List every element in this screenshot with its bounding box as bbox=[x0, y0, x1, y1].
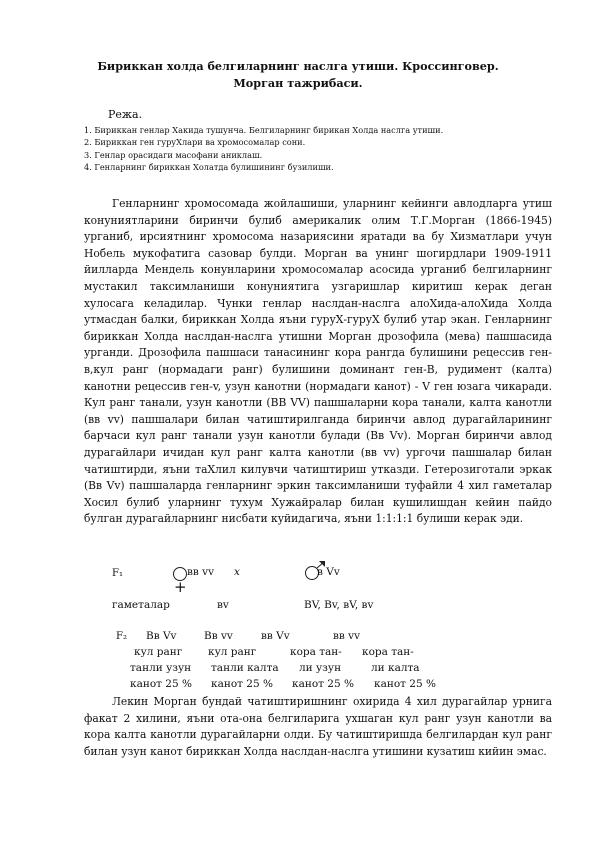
body-paragraph: Лекин Морган бундай чатиштиришнинг охирида 4 хил дурагайлар урнига факат 2 хилини, яъни ота-она белгиларига ухшаган кул ранг узун канотли ва кора калта канотли дурагайларни олди. Бу чатиштиришда белгилардан кул ранг билан узун канот бириккан Холда наслдан-наслга утишини кузатиш кийин эмас. bbox=[84, 695, 552, 758]
plan-item: 3. Генлар орасидаги масофани аниклаш. bbox=[84, 149, 263, 160]
f2-phenotype: танли калта bbox=[211, 662, 279, 674]
male-gametes: BV, Bv, вV, вv bbox=[304, 599, 374, 611]
f2-phenotype: танли узун bbox=[130, 662, 192, 674]
f1-label: F₁ bbox=[112, 568, 123, 579]
male-genotype: в Vv bbox=[317, 566, 340, 578]
body-paragraph: Генларнинг хромосомада жойлашиши, уларнинг кейинги авлодларга утиш конуниятларини биринчи булиб америкалик олим Т.Г.Морган (1866-1945) урганиб, ирсиятнинг хромосома назариясини яратади ва бу Хизматлари учун Нобель мукофатига сазовар булди. Морган ва унинг шогирдлари 1909-1911 йилларда Мендель конунларини хромосомалар асосида урганиб белгиларнинг мустакил таксимланиши конуниятига узгаришлар киритиш керак деган хулосага келадилар. Чунки генлар наслдан-наслга алоХида-алоХида Холда утмасдан балки, бириккан Холда яъни гуруХ-гуруХ булиб утар экан. Генларнинг бириккан Холда наслдан-наслга утишни Морган дрозофила (мева) пашшасида урганди. Дрозофила пашшаси танасининг кора рангда булишини рецессив ген-в,кул ранг (нормадаги ранг) булишини доминант ген-В, рудимент (калта) канотни рецессив ген-v, узун канотни (нормадаги канот) - V ген юзага чикаради. Кул ранг танали, узун канотли (ВВ VV) пашшаларни кора танали, калта канотли (вв vv) пашшалари билан чатиштирилганда биринчи авлод дурагайларининг барчаси кул ранг танали узун канотли булади (Вв Vv). Морган биринчи авлод дурагайлари ичидан кул ранг калта канотли (вв vv) ургочи пашшалар билан чатиштирди, яъни таХлил килувчи чатиштириш утказди. Гетерозиготали эркак (Вв Vv) пашшаларда генларнинг эркин таксимланиши туфайли 4 хил гаметалар Хосил булиб уларнинг тухум Хужайралар билан кушилишдан кейин пайдо булган дурагайларнинг нисбати куйидагича, яъни 1:1:1:1 булиши керак эди. bbox=[84, 197, 552, 526]
f2-genotype: Вв Vv bbox=[146, 630, 177, 642]
plan-label: Режа. bbox=[108, 108, 143, 121]
f2-phenotype: ли узун bbox=[299, 662, 342, 674]
f2-genotype: вв vv bbox=[333, 630, 361, 642]
f2-ratio: канот 25 % bbox=[211, 678, 273, 690]
f2-phenotype: кора тан- bbox=[362, 646, 414, 658]
f2-phenotype: ли калта bbox=[371, 662, 420, 674]
f2-ratio: канот 25 % bbox=[130, 678, 192, 690]
plan-item: 1. Бириккан генлар Хакида тушунча. Белгиларнинг бирикан Холда наслга утиши. bbox=[84, 125, 444, 135]
cross-sign: x bbox=[234, 566, 240, 578]
female-gametes: вv bbox=[217, 599, 229, 611]
plan-item: 4. Генларнинг бириккан Холатда булишининг бузилиши. bbox=[84, 162, 334, 173]
f2-ratio: канот 25 % bbox=[374, 678, 436, 690]
f2-phenotype: кул ранг bbox=[208, 646, 257, 658]
female-cross-icon: + bbox=[174, 578, 187, 596]
f2-genotype: вв Vv bbox=[261, 630, 290, 642]
gametes-label: гаметалар bbox=[112, 599, 170, 611]
plan-item: 2. Бириккан ген гуруХлари ва хромосомалар сони. bbox=[84, 137, 306, 148]
f2-genotype: Вв vv bbox=[204, 630, 233, 642]
plan-list bbox=[84, 124, 443, 174]
f2-label: F₂ bbox=[116, 631, 127, 642]
female-genotype: вв vv bbox=[187, 566, 215, 578]
page-title: Бириккан холда белгиларнинг наслга утиши. Кроссинговер. Морган тажрибаси. bbox=[97, 59, 499, 90]
f2-phenotype: кул ранг bbox=[134, 646, 183, 658]
f2-ratio: канот 25 % bbox=[292, 678, 354, 690]
f2-phenotype: кора тан- bbox=[290, 646, 342, 658]
